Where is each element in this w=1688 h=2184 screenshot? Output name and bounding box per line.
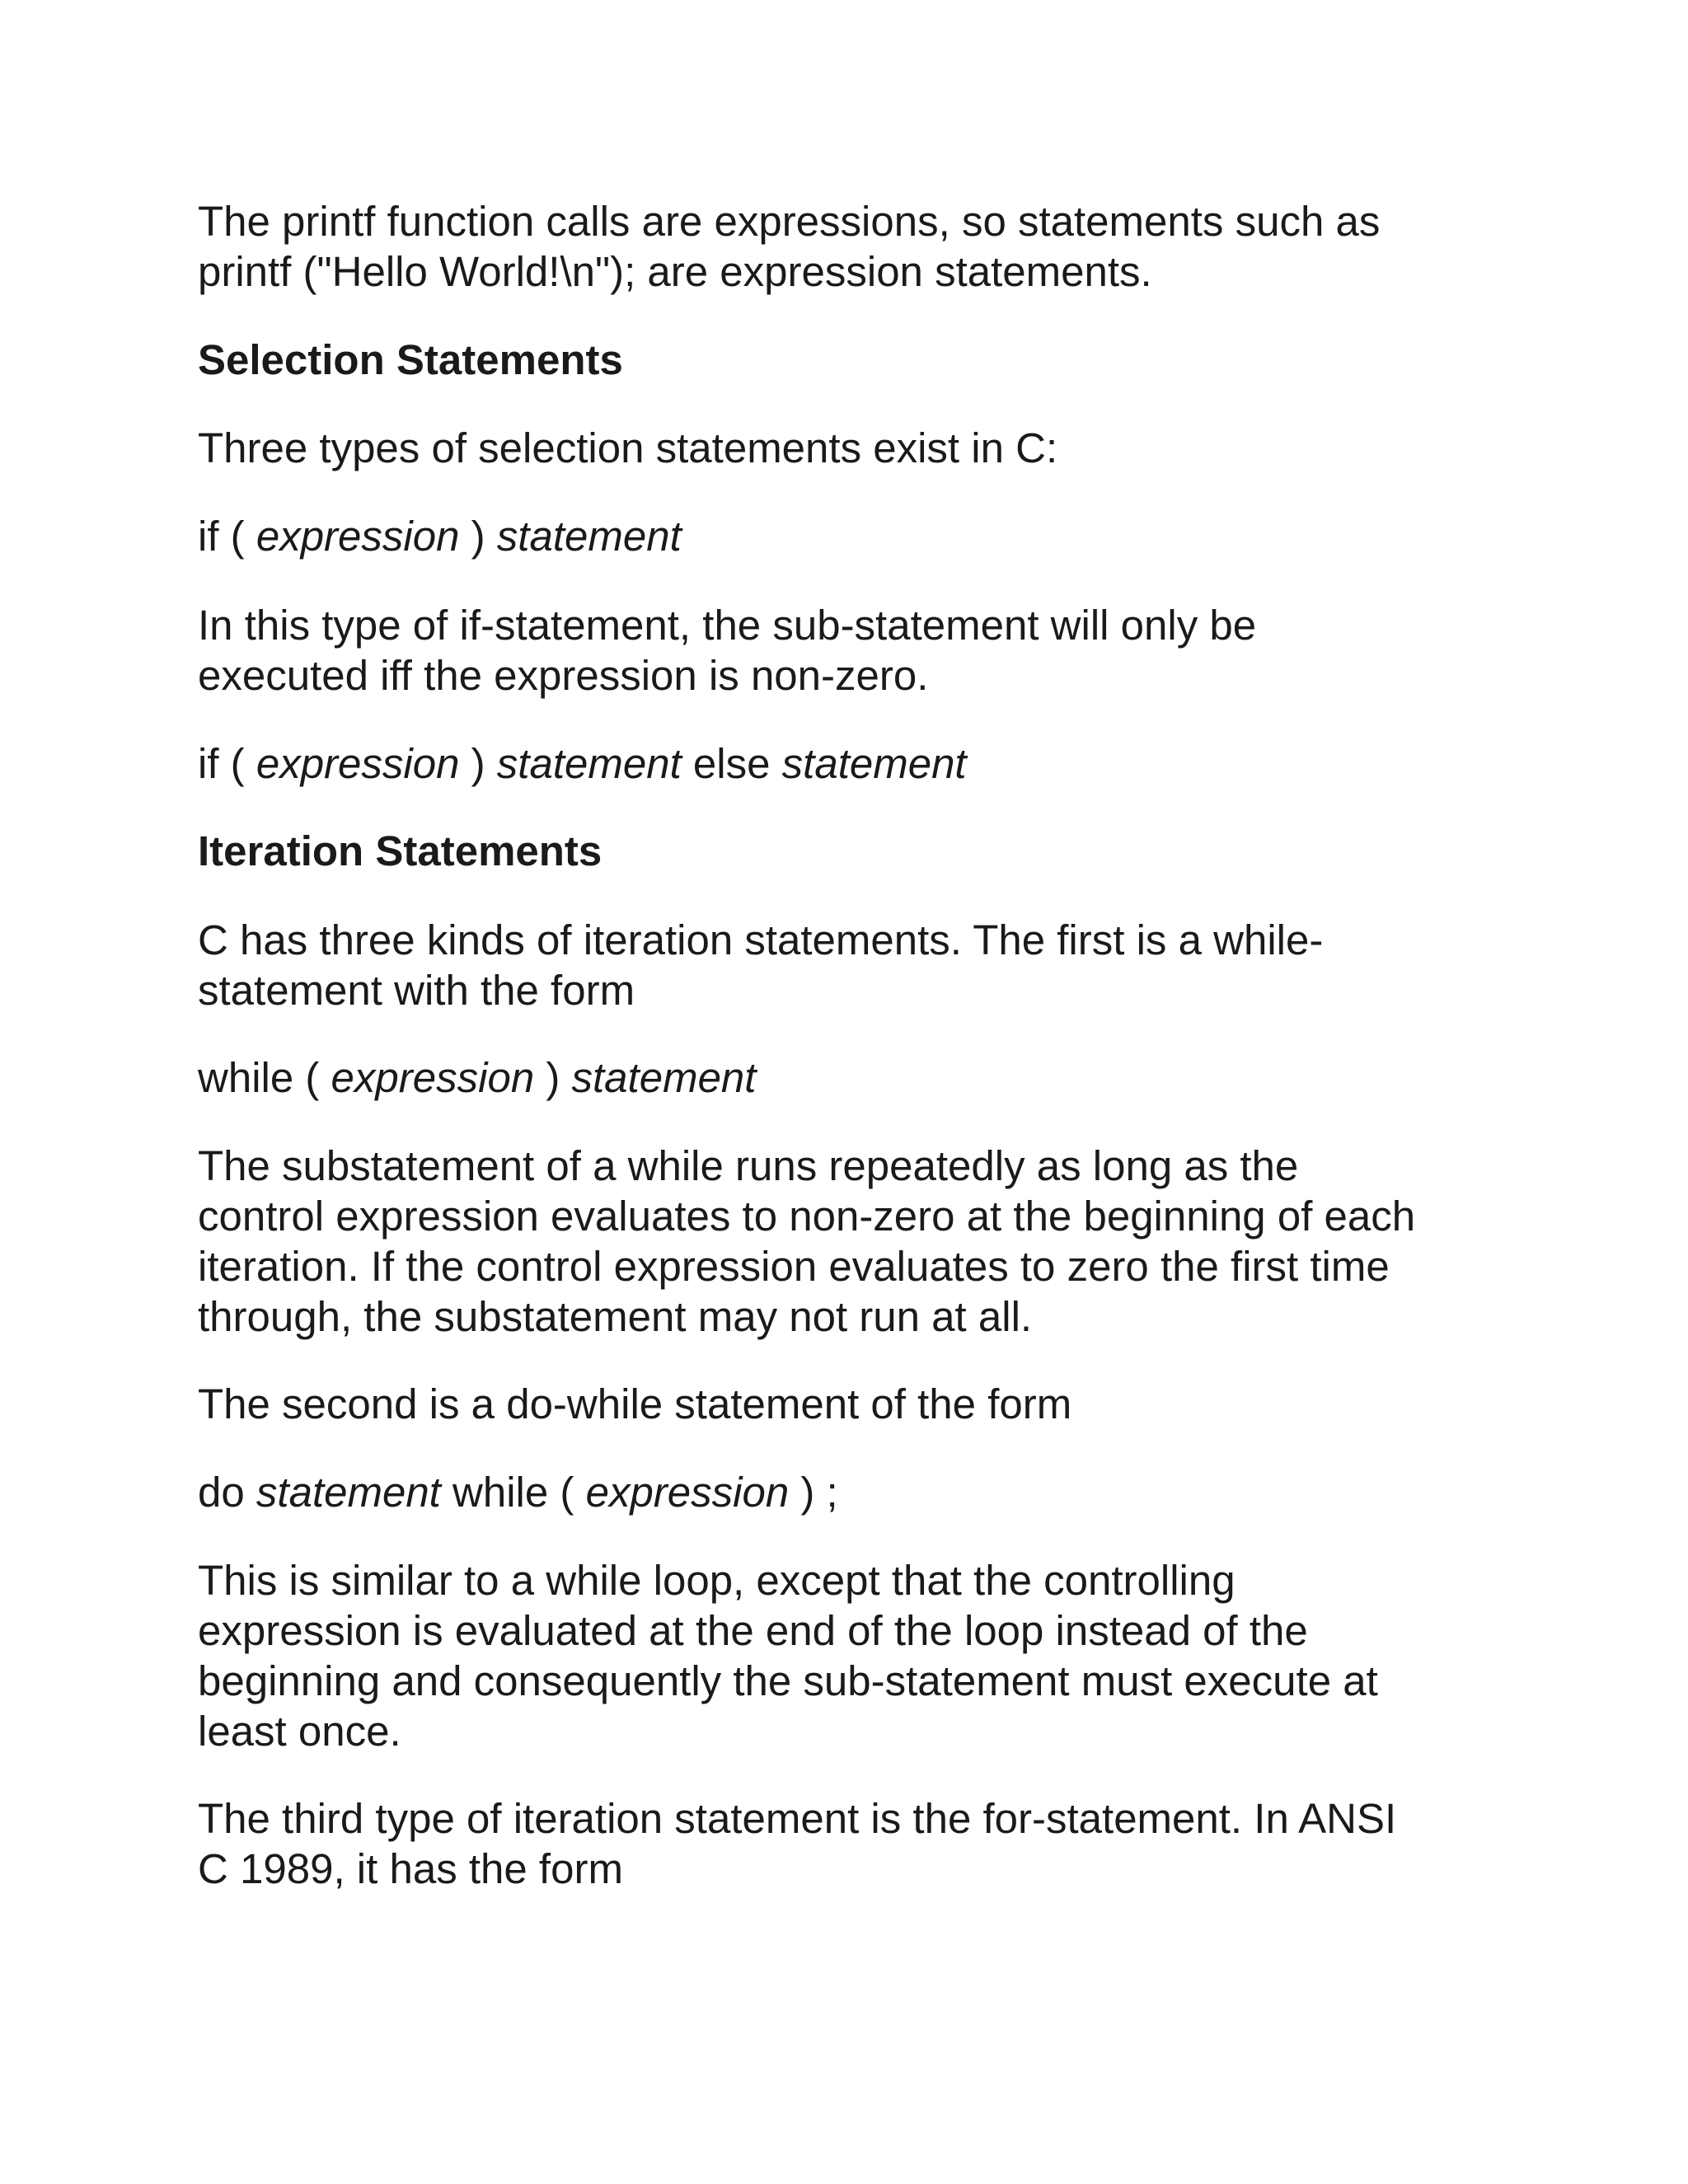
- expression-term: expression: [585, 1469, 790, 1516]
- expression-term: expression: [256, 513, 460, 560]
- text-line: C has three kinds of iteration statements. The first is a while-: [198, 916, 1324, 963]
- selection-statements-heading: Selection Statements: [198, 336, 623, 383]
- close-paren: ): [546, 1054, 560, 1101]
- while-keyword: while (: [452, 1469, 574, 1516]
- text-line: expression is evaluated at the end of the loop instead of the: [198, 1607, 1308, 1654]
- text-line: printf ("Hello World!\n"); are expression statements.: [198, 248, 1152, 295]
- else-keyword: else: [692, 740, 771, 787]
- statement-term: statement: [496, 740, 682, 787]
- while-description-paragraph: [198, 1141, 1533, 1342]
- statement-term: statement: [256, 1469, 441, 1516]
- text-line: In this type of if-statement, the sub-statement will only be: [198, 602, 1257, 649]
- text-line: C 1989, it has the form: [198, 1845, 623, 1892]
- do-while-intro-paragraph: The second is a do-while statement of the form: [198, 1380, 1072, 1427]
- while-keyword: while (: [198, 1054, 320, 1101]
- text-line: executed iff the expression is non-zero.: [198, 652, 929, 699]
- text-line: The substatement of a while runs repeatedly as long as the: [198, 1142, 1299, 1189]
- text-line: beginning and consequently the sub-statement must execute at: [198, 1657, 1378, 1704]
- do-while-description-paragraph: [198, 1555, 1533, 1756]
- text-line: control expression evaluates to non-zero at the beginning of each: [198, 1193, 1416, 1240]
- close-paren: ): [471, 513, 485, 560]
- statement-term: statement: [571, 1054, 757, 1101]
- text-line: statement with the form: [198, 967, 635, 1014]
- for-intro-paragraph: [198, 1793, 1533, 1894]
- if-syntax-line: [198, 511, 1533, 561]
- iteration-statements-heading: Iteration Statements: [198, 827, 603, 874]
- if-keyword: if (: [198, 740, 245, 787]
- text-line: The printf function calls are expressions, so statements such as: [198, 198, 1381, 245]
- do-while-syntax-line: [198, 1467, 1533, 1517]
- selection-intro-paragraph: Three types of selection statements exist in C:: [198, 424, 1058, 471]
- expression-term: expression: [331, 1054, 535, 1101]
- text-line: through, the substatement may not run at all.: [198, 1293, 1033, 1340]
- text-line: The third type of iteration statement is the for-statement. In ANSI: [198, 1795, 1397, 1842]
- expression-term: expression: [256, 740, 460, 787]
- close-paren-semicolon: ) ;: [800, 1469, 838, 1516]
- do-keyword: do: [198, 1469, 245, 1516]
- text-line: least once.: [198, 1708, 401, 1755]
- statement-term: statement: [496, 513, 682, 560]
- if-else-syntax-line: [198, 738, 1533, 789]
- printf-paragraph: [198, 196, 1533, 297]
- text-line: This is similar to a while loop, except that the controlling: [198, 1557, 1236, 1604]
- statement-term: statement: [781, 740, 967, 787]
- close-paren: ): [471, 740, 485, 787]
- while-syntax-line: [198, 1052, 1533, 1103]
- iteration-intro-paragraph: [198, 915, 1533, 1015]
- if-description-paragraph: [198, 600, 1533, 701]
- if-keyword: if (: [198, 513, 245, 560]
- text-line: iteration. If the control expression evaluates to zero the first time: [198, 1243, 1390, 1290]
